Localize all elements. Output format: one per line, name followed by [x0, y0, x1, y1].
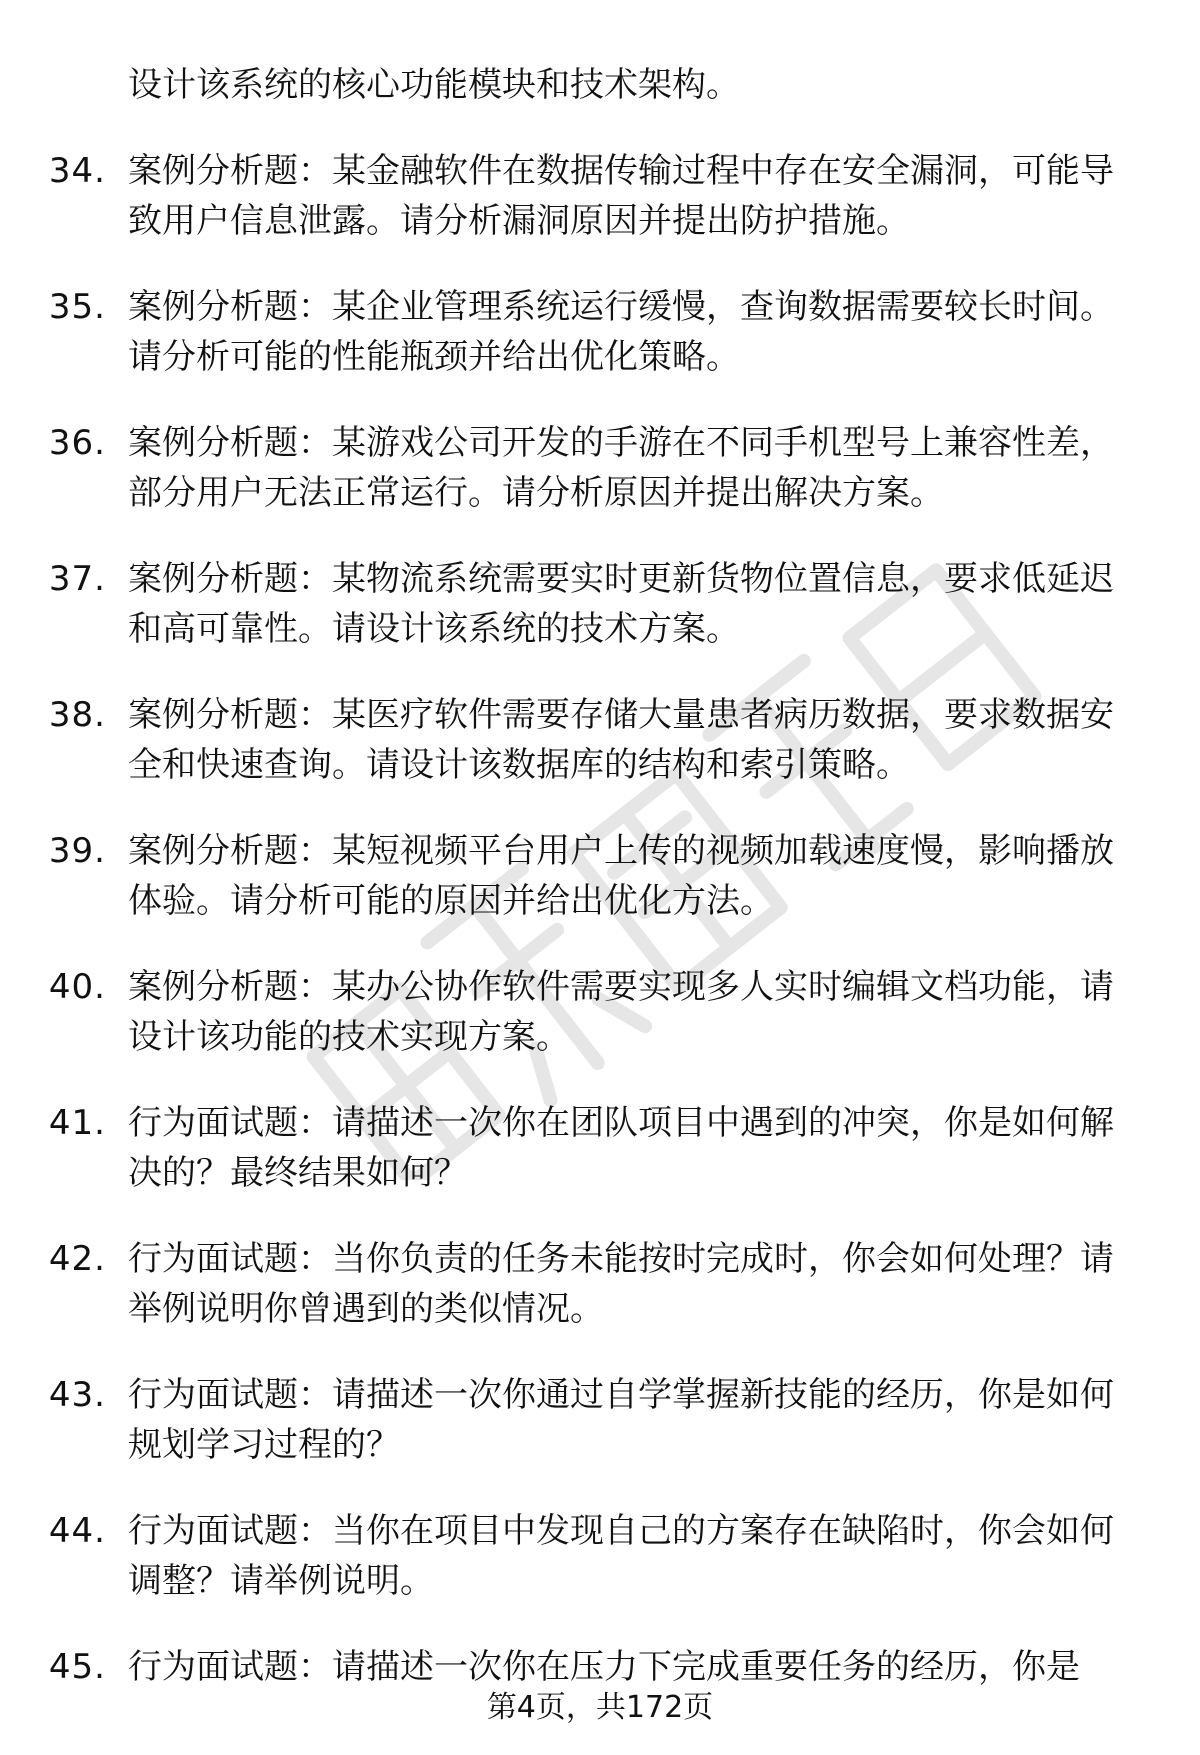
item-text: 行为面试题：请描述一次你通过自学掌握新技能的经历，你是如何规划学习过程的？	[128, 1375, 1114, 1465]
item-number: 40.	[48, 967, 106, 1007]
item-text: 案例分析题：某办公协作软件需要实现多人实时编辑文档功能，请设计该功能的技术实现方案。	[128, 967, 1114, 1057]
list-item	[0, 282, 1200, 382]
list-item	[0, 1370, 1200, 1470]
item-text: 行为面试题：请描述一次你在压力下完成重要任务的经历，你是	[128, 1647, 1080, 1687]
item-number: 42.	[48, 1239, 106, 1279]
item-text: 案例分析题：某医疗软件需要存储大量患者病历数据，要求数据安全和快速查询。请设计该数据库的结构和索引策略。	[128, 695, 1114, 785]
item-number: 34.	[48, 151, 106, 191]
item-number: 35.	[48, 287, 106, 327]
item-number: 38.	[48, 695, 106, 735]
list-item	[0, 1642, 1200, 1692]
item-text: 行为面试题：请描述一次你在团队项目中遇到的冲突，你是如何解决的？最终结果如何？	[128, 1103, 1114, 1193]
item-number: 44.	[48, 1511, 106, 1551]
list-item	[0, 962, 1200, 1062]
item-number: 37.	[48, 559, 106, 599]
list-item	[0, 1234, 1200, 1334]
item-text: 案例分析题：某物流系统需要实时更新货物位置信息，要求低延迟和高可靠性。请设计该系统的技术方案。	[128, 559, 1114, 649]
list-item	[0, 826, 1200, 926]
item-number: 41.	[48, 1103, 106, 1143]
item-text: 行为面试题：当你负责的任务未能按时完成时，你会如何处理？请举例说明你曾遇到的类似情况。	[128, 1239, 1114, 1329]
item-number: 36.	[48, 423, 106, 463]
item-text: 案例分析题：某企业管理系统运行缓慢，查询数据需要较长时间。请分析可能的性能瓶颈并给出优化策略。	[128, 287, 1114, 377]
list-item	[0, 1098, 1200, 1198]
list-item	[0, 1506, 1200, 1606]
item-text: 案例分析题：某游戏公司开发的手游在不同手机型号上兼容性差，部分用户无法正常运行。请分析原因并提出解决方案。	[128, 423, 1114, 513]
continuation-text: 设计该系统的核心功能模块和技术架构。	[128, 65, 740, 105]
list-item	[0, 418, 1200, 518]
item-text: 案例分析题：某金融软件在数据传输过程中存在安全漏洞，可能导致用户信息泄露。请分析漏洞原因并提出防护措施。	[128, 151, 1114, 241]
item-text: 行为面试题：当你在项目中发现自己的方案存在缺陷时，你会如何调整？请举例说明。	[128, 1511, 1114, 1601]
item-text: 案例分析题：某短视频平台用户上传的视频加载速度慢，影响播放体验。请分析可能的原因并给出优化方法。	[128, 831, 1114, 921]
question-list	[0, 60, 1200, 1728]
list-item	[0, 690, 1200, 790]
item-number: 39.	[48, 831, 106, 871]
list-item	[0, 146, 1200, 246]
list-item	[0, 554, 1200, 654]
item-number: 45.	[48, 1647, 106, 1687]
page-footer: 第4页，共172页	[486, 1690, 714, 1725]
item-number: 43.	[48, 1375, 106, 1415]
